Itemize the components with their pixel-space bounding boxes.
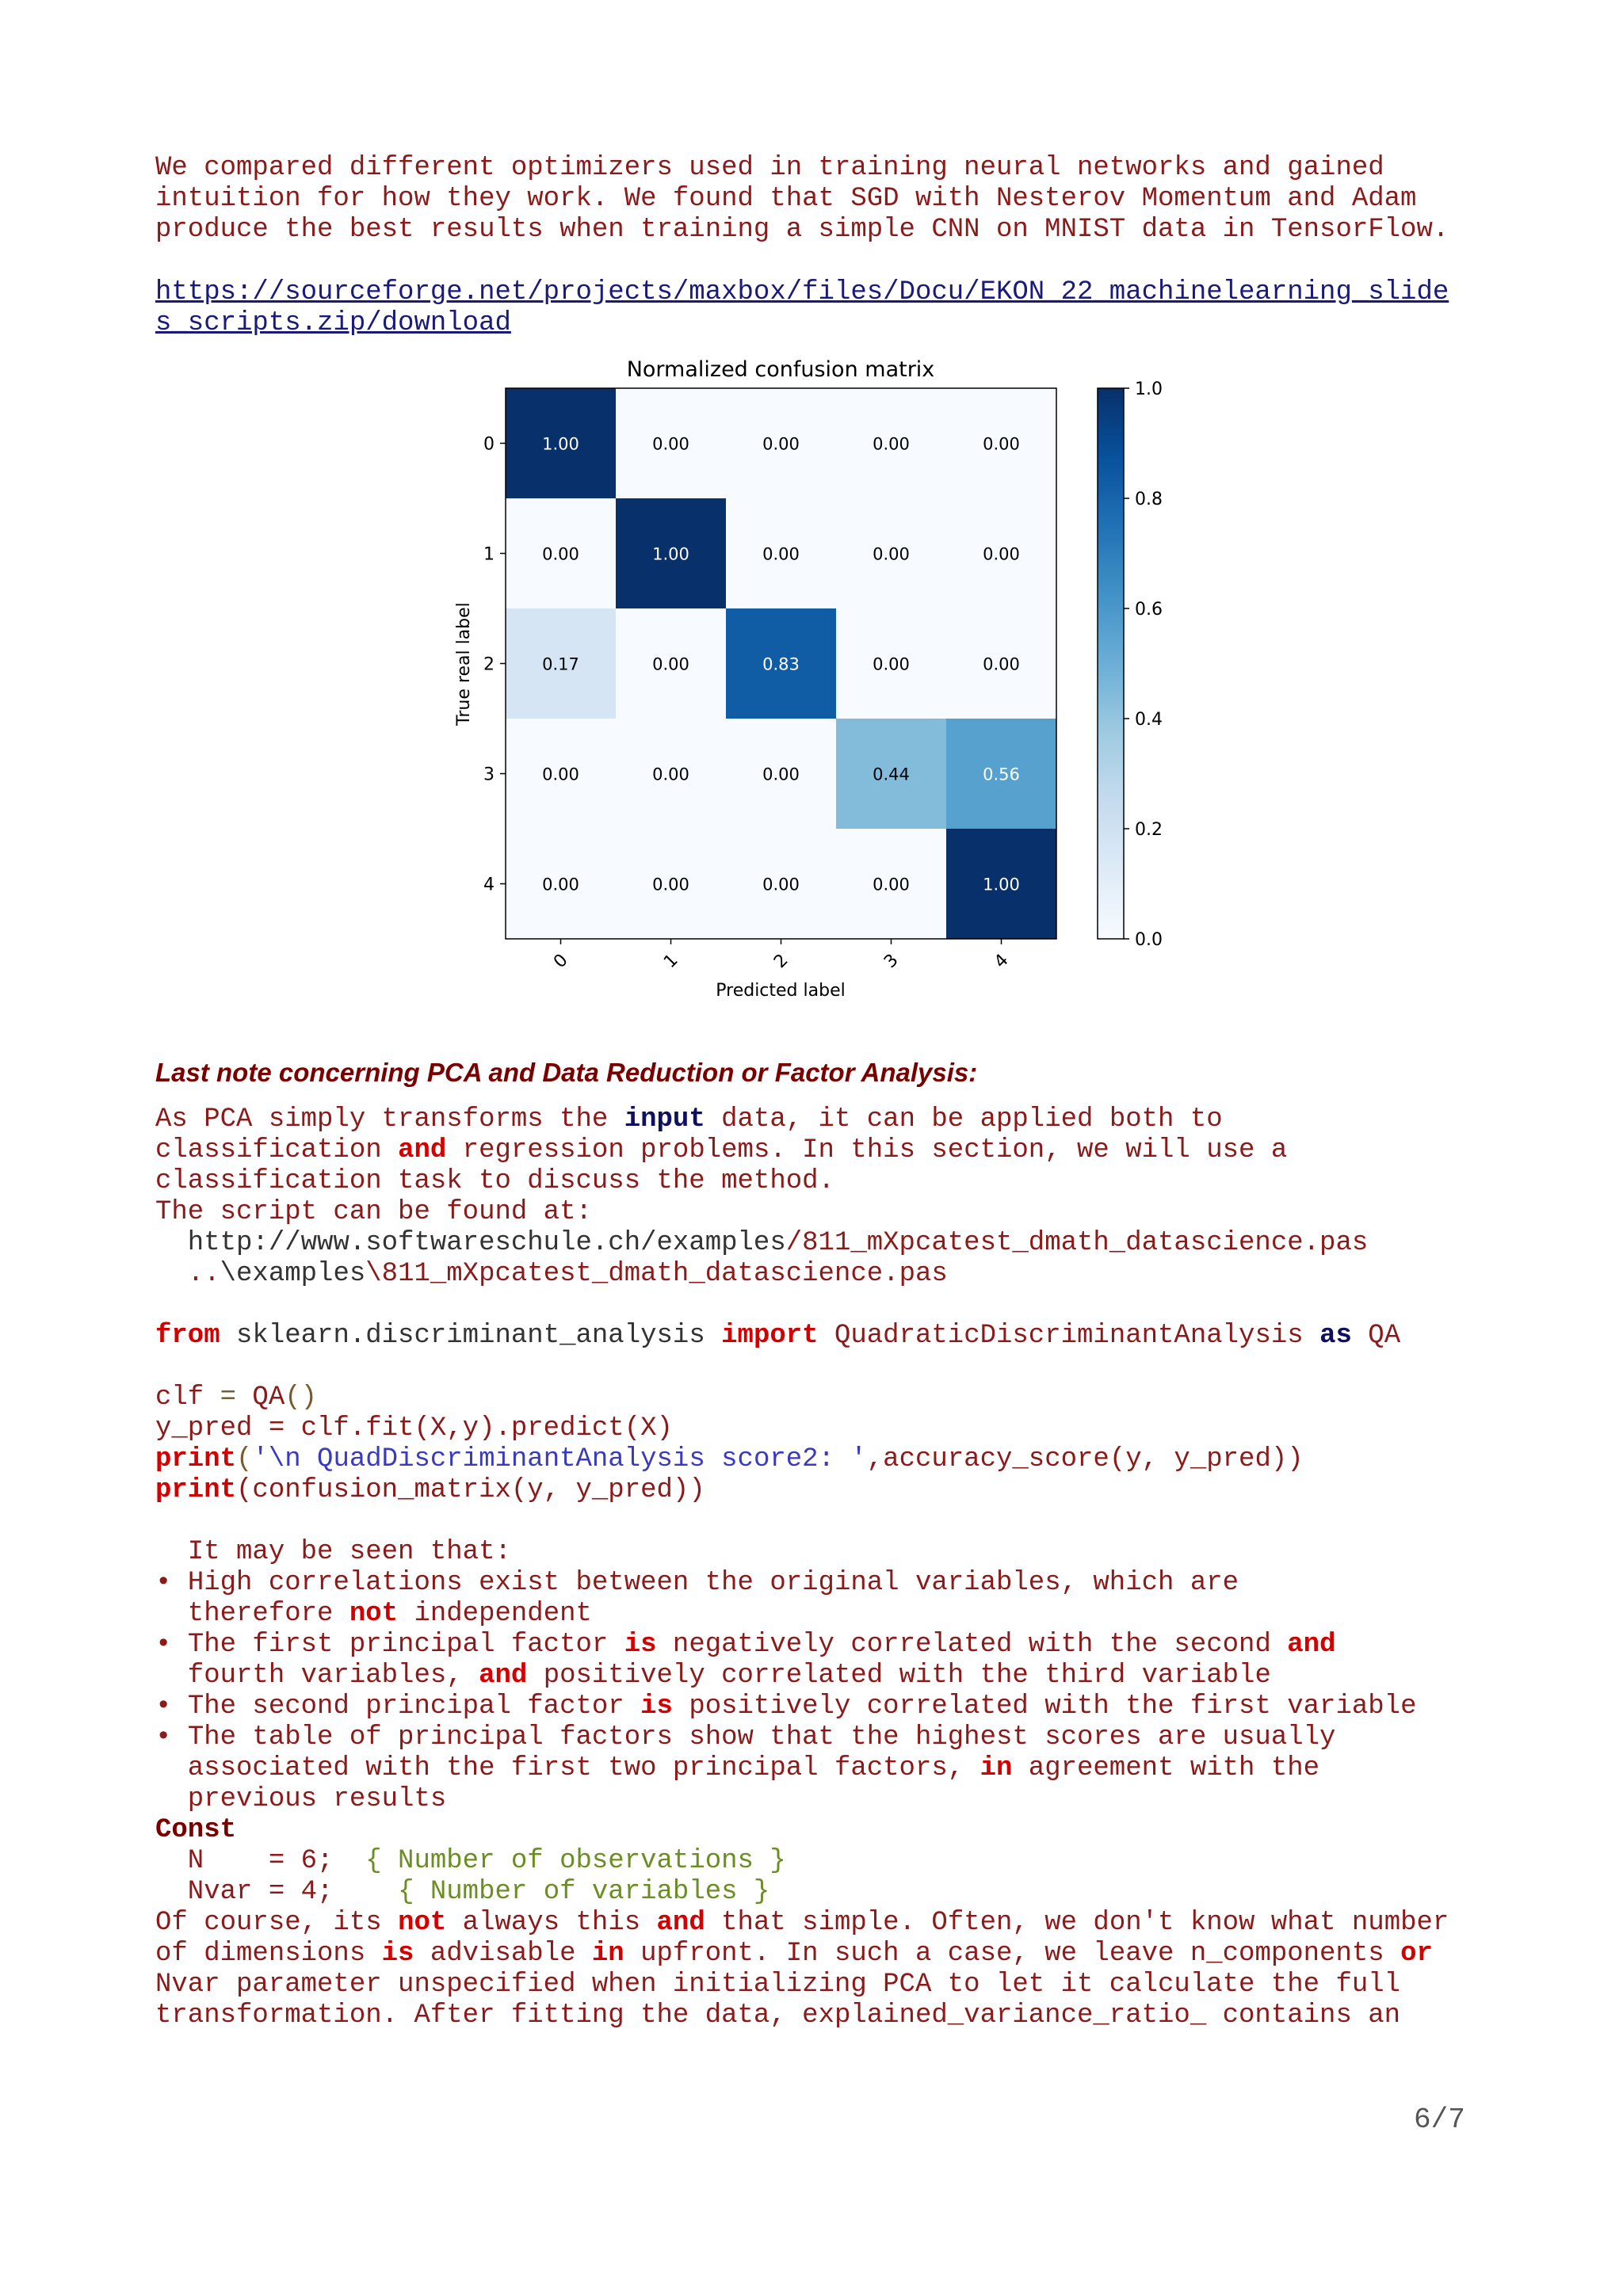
confusion-matrix-chart <box>440 349 1201 1006</box>
bullet-cont: previous results <box>155 1784 447 1814</box>
intro-line: We compared different optimizers used in training neural networks and gained <box>155 153 1384 183</box>
code-print1: print('\n QuadDiscriminantAnalysis score2: ',accuracy_score(y, y_pred)) <box>155 1444 1304 1474</box>
cell-value-label: 0.17 <box>542 654 579 674</box>
cell-value-label: 0.00 <box>652 434 689 454</box>
para-line: As PCA simply transforms the input data, it can be applied both to <box>155 1104 1223 1135</box>
x-tick-labels <box>550 939 1013 972</box>
cell-value-label: 0.00 <box>542 765 579 784</box>
colorbar-tick-label: 0.4 <box>1135 710 1163 730</box>
script-url[interactable]: http://www.softwareschule.ch/examples/811_mXpcatest_dmath_datascience.pas <box>155 1228 1369 1258</box>
y-axis-label: True real label <box>454 602 474 726</box>
page-number: 6/7 <box>1414 2103 1465 2136</box>
code-clf: clf = QA() <box>155 1383 318 1413</box>
download-link[interactable] <box>155 277 1449 339</box>
cell-value-label: 0.00 <box>873 434 910 454</box>
x-axis-label: Predicted label <box>716 981 846 1001</box>
const-nvar: Nvar = 4; { Number of variables } <box>155 1877 770 1907</box>
y-tick-label: 3 <box>483 765 495 785</box>
code-import: from sklearn.discriminant_analysis import QuadraticDiscriminantAnalysis as QA <box>155 1321 1401 1351</box>
x-tick-label: 2 <box>770 950 792 973</box>
code-ypred: y_pred = clf.fit(X,y).predict(X) <box>155 1413 673 1444</box>
colorbar-tick-label: 0.6 <box>1135 600 1163 620</box>
x-tick-label: 4 <box>991 950 1013 973</box>
cell-value-label: 0.00 <box>652 654 689 674</box>
cell-value-label: 0.00 <box>873 544 910 564</box>
y-tick-labels <box>483 435 506 895</box>
outro-line: Of course, its not always this and that simple. Often, we don't know what number <box>155 1908 1449 1938</box>
y-tick-label: 0 <box>483 434 495 455</box>
colorbar-tick-label: 0.0 <box>1135 930 1163 950</box>
cell-value-label: 0.83 <box>762 654 800 674</box>
bullet-item: • The second principal factor is positively correlated with the first variable <box>155 1691 1417 1722</box>
outro-line: transformation. After fitting the data, explained_variance_ratio_ contains an <box>155 2000 1401 2031</box>
link-line[interactable]: https://sourceforge.net/projects/maxbox/files/Docu/EKON_22_machinelearning_slide <box>155 277 1449 307</box>
outro-line: of dimensions is advisable in upfront. In such a case, we leave n_components or <box>155 1939 1433 1969</box>
bullet-cont: therefore not independent <box>155 1599 592 1629</box>
bullet-cont: associated with the first two principal factors, in agreement with the <box>155 1753 1320 1783</box>
bullet-cont: fourth variables, and positively correlated with the third variable <box>155 1661 1271 1691</box>
bullet-item: • The table of principal factors show that the highest scores are usually <box>155 1722 1336 1753</box>
cell-value-label: 1.00 <box>542 434 579 454</box>
colorbar-tick-label: 0.8 <box>1135 490 1163 509</box>
cell-value-label: 0.00 <box>652 765 689 784</box>
cell-value-label: 0.00 <box>762 875 800 894</box>
cell-value-label: 0.00 <box>983 434 1020 454</box>
outro-line: Nvar parameter unspecified when initializing PCA to let it calculate the full <box>155 1970 1401 2000</box>
cell-value-label: 0.00 <box>983 654 1020 674</box>
section-body <box>155 1104 1449 2031</box>
cell-value-label: 1.00 <box>652 544 689 564</box>
intro-line: produce the best results when training a simple CNN on MNIST data in TensorFlow. <box>155 215 1449 245</box>
x-tick-label: 0 <box>550 950 572 973</box>
chart-title: Normalized confusion matrix <box>626 357 935 382</box>
code-print2: print(confusion_matrix(y, y_pred)) <box>155 1475 705 1505</box>
cell-value-label: 0.44 <box>873 765 910 784</box>
link-line[interactable]: s_scripts.zip/download <box>155 308 511 338</box>
y-tick-label: 2 <box>483 654 495 675</box>
y-tick-label: 4 <box>483 875 495 895</box>
cell-value-label: 0.00 <box>652 875 689 894</box>
script-path: ..\examples\811_mXpcatest_dmath_datascience.pas <box>155 1259 948 1289</box>
const-keyword: Const <box>155 1815 237 1845</box>
cell-value-label: 0.00 <box>762 434 800 454</box>
x-tick-label: 3 <box>880 950 903 973</box>
colorbar-ticks <box>1124 379 1163 950</box>
para-line: The script can be found at: <box>155 1197 592 1227</box>
cell-value-label: 0.00 <box>983 544 1020 564</box>
cell-value-label: 0.00 <box>762 544 800 564</box>
colorbar-tick-label: 1.0 <box>1135 379 1163 399</box>
cell-value-label: 0.00 <box>762 765 800 784</box>
const-n: N = 6; { Number of observations } <box>155 1846 786 1876</box>
cell-value-label: 0.00 <box>542 875 579 894</box>
para-line: classification task to discuss the method. <box>155 1166 834 1196</box>
cell-value-label: 0.56 <box>983 765 1020 784</box>
bullets-intro: It may be seen that: <box>155 1537 511 1567</box>
cell-value-label: 0.00 <box>873 654 910 674</box>
x-tick-label: 1 <box>660 950 682 973</box>
intro-line: intuition for how they work. We found that SGD with Nesterov Momentum and Adam <box>155 184 1417 214</box>
heatmap-cells <box>506 388 1056 939</box>
para-line: classification and regression problems. In this section, we will use a <box>155 1135 1288 1165</box>
bullet-item: • The first principal factor is negatively correlated with the second and <box>155 1630 1336 1660</box>
y-tick-label: 1 <box>483 544 495 565</box>
cell-value-label: 1.00 <box>983 875 1020 894</box>
intro-paragraph <box>155 153 1449 246</box>
colorbar-tick-label: 0.2 <box>1135 820 1163 840</box>
bullet-item: • High correlations exist between the original variables, which are <box>155 1568 1239 1598</box>
cell-value-label: 0.00 <box>542 544 579 564</box>
colorbar <box>1098 388 1124 939</box>
section-heading: Last note concerning PCA and Data Reduction or Factor Analysis: <box>155 1058 978 1087</box>
cell-value-label: 0.00 <box>873 875 910 894</box>
